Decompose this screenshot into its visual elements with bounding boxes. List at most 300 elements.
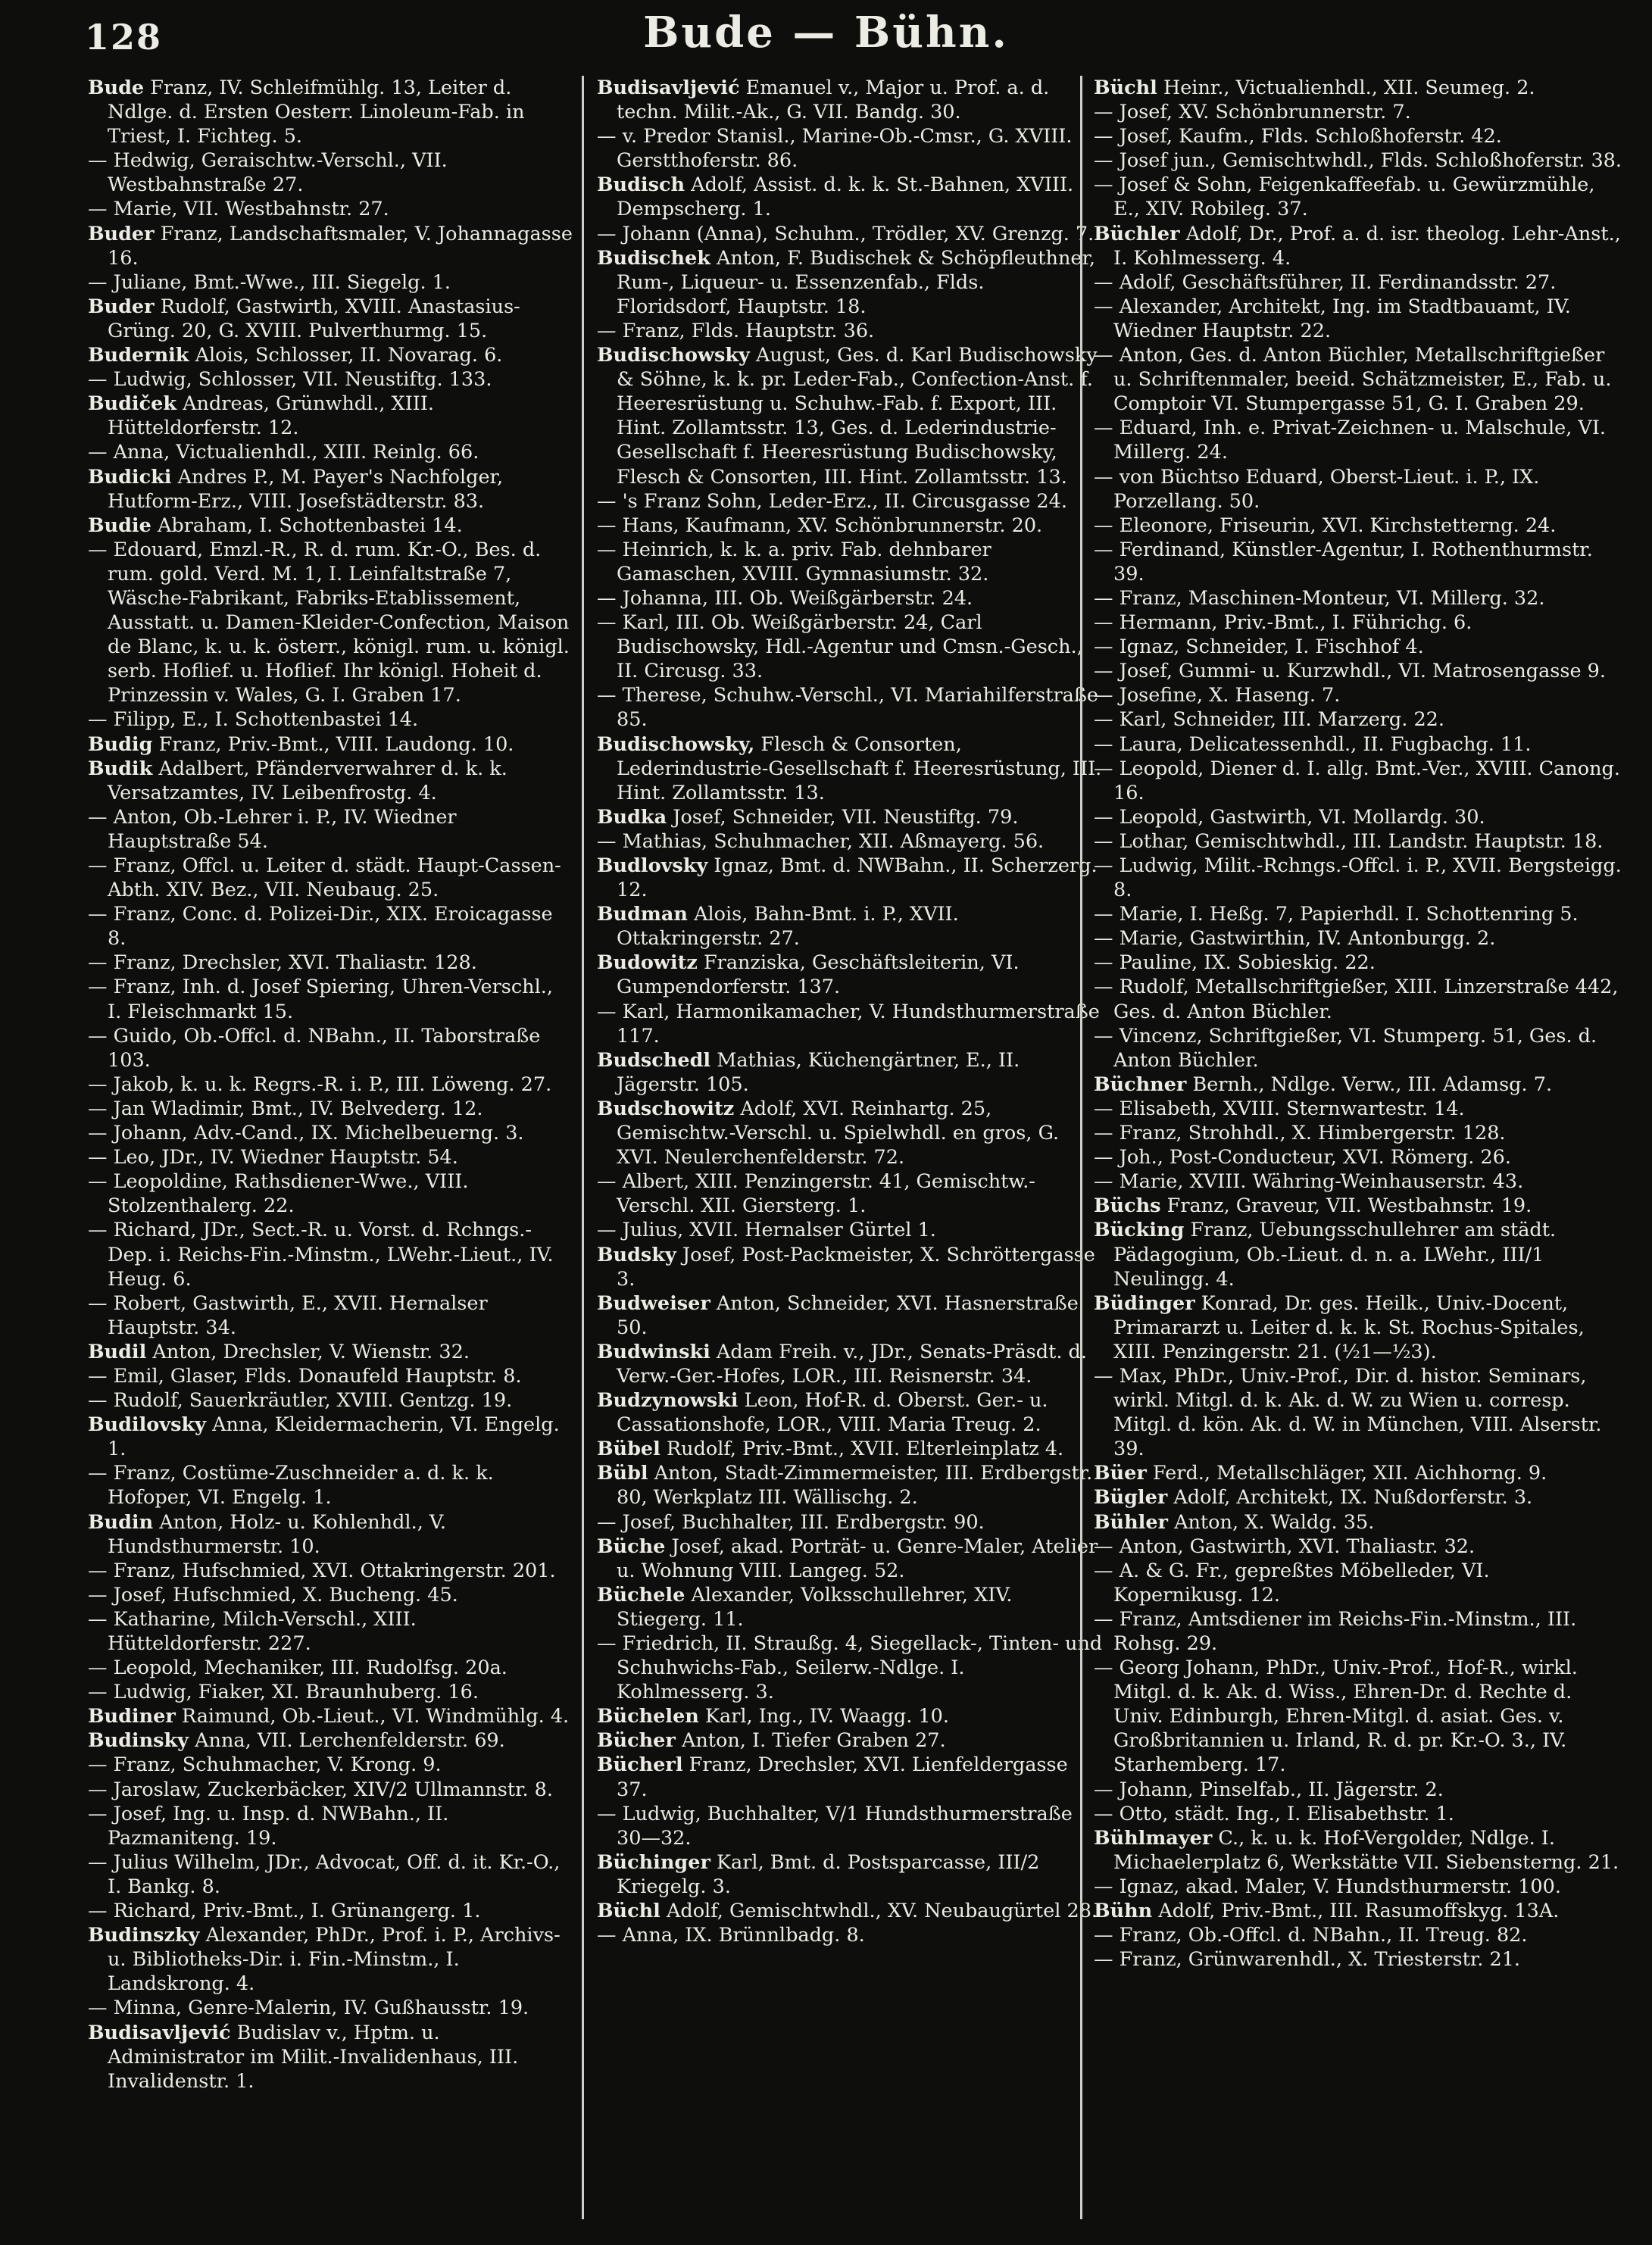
directory-entry [1094,1535,1624,1559]
entry-surname: Budil [88,1340,147,1363]
directory-entry [597,1461,1103,1510]
directory-entry [1094,124,1624,148]
directory-entry [1094,1218,1624,1291]
directory-entry [1094,854,1624,902]
directory-entry [88,343,573,367]
entry-details: — Guido, Ob.-Offcl. d. NBahn., II. Taborstraße 103. [88,1024,541,1072]
entry-details: Anton, Schneider, XVI. Hasnerstraße 50. [617,1291,1079,1339]
directory-entry [88,1607,573,1656]
directory-entry [1094,1291,1624,1364]
directory-entry [1094,1073,1624,1097]
directory-entry [597,1291,1103,1340]
directory-entry [1094,538,1624,586]
entry-details: — Lothar, Gemischtwhdl., III. Landstr. Hauptstr. 18. [1094,829,1604,853]
entry-details: — Hedwig, Geraischtw.-Verschl., VII. Westbahnstraße 27. [88,149,448,197]
directory-entry [88,197,573,221]
entry-details: — Therese, Schuhw.-Verschl., VI. Mariahilferstraße 85. [597,684,1098,732]
entry-details: — Ludwig, Schlosser, VII. Neustiftg. 133. [88,368,492,392]
directory-entry [1094,951,1624,975]
entry-details: Franziska, Geschäftsleiterin, VI. Gumpendorferstr. 137. [617,951,1020,999]
entry-surname: Büdinger [1094,1291,1195,1315]
entry-details: Alexander, PhDr., Prof. i. P., Archivs- u. Bibliotheks-Dir. i. Fin.-Minstm., I. Landskrong. 4. [108,1924,561,1996]
directory-entry [88,902,573,951]
entry-details: Mathias, Küchengärtner, E., II. Jägerstr. 105. [617,1048,1020,1096]
entry-details: — Anna, IX. Brünnlbadg. 8. [597,1924,865,1947]
entry-details: — Emil, Glaser, Flds. Donaufeld Hauptstr. 8. [88,1364,522,1388]
directory-entry [1094,222,1624,270]
entry-details: — Franz, Flds. Hauptstr. 36. [597,319,875,342]
directory-entry [597,1802,1103,1850]
directory-entry [88,1753,573,1777]
directory-entry [597,1583,1103,1631]
directory-entry [1094,1194,1624,1218]
entry-details: Raimund, Ob.-Lieut., VI. Windmühlg. 4. [181,1705,570,1728]
directory-entry [1094,805,1624,829]
entry-details: — Julius Wilhelm, JDr., Advocat, Off. d. it. Kr.-O., I. Bankg. 8. [88,1850,561,1898]
directory-entry [88,1291,573,1340]
directory-entry [597,1899,1103,1923]
directory-entry [597,1510,1103,1535]
entry-details: — Johann (Anna), Schuhm., Trödler, XV. Grenzg. 7. [597,222,1095,245]
entry-details: — Edouard, Emzl.-R., R. d. rum. Kr.-O., Bes. d. rum. gold. Verd. M. 1, I. Leinfaltstraße 7, Wäsche-Fabrikant, Fabriks-Etablissement, Ausstatt. u. Damen-Kleider-Confection, Maison de Blanc, k. u. k. österr., königl. rum. u. königl. serb. Hoflief. u. Hoflief. Ihr königl. Hoheit d. Prinzessin v. Wales, G. I. Graben 17. [88,538,570,707]
directory-entry [88,805,573,854]
entry-details: — Filipp, E., I. Schottenbastei 14. [88,708,419,732]
entry-details: — Max, PhDr., Univ.-Prof., Dir. d. histor. Seminars, wirkl. Mitgl. d. k. Ak. d. W. zu Wien u. corresp. Mitgl. d. kön. Ak. d. W. in München, VIII. Alserstr. 39. [1094,1364,1602,1461]
entry-details: — Jaroslaw, Zuckerbäcker, XIV/2 Ullmannstr. 8. [88,1778,553,1801]
entry-details: Franz, Priv.-Bmt., VIII. Laudong. 10. [158,732,514,756]
entry-surname: Büchele [597,1583,685,1606]
directory-entry [597,1048,1103,1097]
entry-details: Adalbert, Pfänderverwahrer d. k. k. Versatzamtes, IV. Leibenfrostg. 4. [108,757,507,804]
entry-surname: Budischek [597,246,710,270]
entry-details: Alexander, Volksschullehrer, XIV. Stiegerg. 11. [617,1583,1013,1631]
entry-details: Anton, Drechsler, V. Wienstr. 32. [152,1340,470,1363]
directory-entry [1094,659,1624,683]
entry-surname: Budweiser [597,1291,710,1315]
entry-details: Emanuel v., Major u. Prof. a. d. techn. Milit.-Ak., G. VII. Bandg. 30. [617,76,1050,124]
entry-surname: Büer [1094,1462,1147,1485]
directory-entry [597,586,1103,610]
entry-details: — Ludwig, Fiaker, XI. Braunhuberg. 16. [88,1681,479,1704]
directory-entry [1094,683,1624,707]
entry-details: — A. & G. Fr., gepreßtes Möbelleder, VI. Kopernikusg. 12. [1094,1559,1490,1606]
entry-details: Adolf, XVI. Reinhartg. 25, Gemischtw.-Verschl. u. Spielwhdl. en gros, G. XVI. Neulerchenfelderstr. 72. [617,1097,1060,1169]
directory-entry [597,1388,1103,1437]
directory-entry [1094,926,1624,951]
directory-entry [1094,1485,1624,1510]
directory-entry [597,1243,1103,1291]
entry-surname: Budschowitz [597,1097,735,1120]
directory-entry [88,975,573,1023]
directory-entry [1094,902,1624,926]
entry-surname: Büchelen [597,1705,699,1728]
directory-entry [597,1728,1103,1753]
entry-details: Abraham, I. Schottenbastei 14. [157,514,463,537]
directory-entry [88,707,573,732]
directory-entry [597,489,1103,514]
entry-surname: Büchl [597,1900,660,1923]
directory-entry [88,392,573,440]
directory-entry [1094,1097,1624,1121]
entry-details: — Ignaz, akad. Maler, V. Hundsthurmerstr. 100. [1094,1875,1561,1898]
directory-entry [88,2021,573,2094]
directory-entry [1094,1923,1624,1947]
entry-surname: Büchinger [597,1850,710,1874]
entry-surname: Bübl [597,1462,648,1485]
entry-details: Franz, IV. Schleifmühlg. 13, Leiter d. Ndlge. d. Ersten Oesterr. Linoleum-Fab. in Triest, I. Fichteg. 5. [108,76,525,148]
directory-entry [1094,1510,1624,1535]
entry-surname: Büchs [1094,1194,1161,1218]
entry-details: — Hans, Kaufmann, XV. Schönbrunnerstr. 20. [597,514,1043,537]
directory-entry [88,1996,573,2020]
entry-details: — Josef, XV. Schönbrunnerstr. 7. [1094,101,1411,124]
entry-surname: Budwinski [597,1340,710,1363]
entry-details: — Leopoldine, Rathsdiener-Wwe., VIII. Stolzenthalerg. 22. [88,1170,469,1218]
entry-details: — Elisabeth, XVIII. Sternwartestr. 14. [1094,1097,1465,1120]
directory-entry [88,732,573,757]
entry-details: Adam Freih. v., JDr., Senats-Präsdt. d. Verw.-Ger.-Hofes, LOR., III. Reisnerstr. 34. [617,1340,1087,1388]
entry-details: — Joh., Post-Conducteur, XVI. Römerg. 26. [1094,1146,1511,1169]
entry-details: — Ludwig, Milit.-Rchngs.-Offcl. i. P., XVII. Bergsteigg. 8. [1094,854,1622,902]
entry-details: — Franz, Conc. d. Polizei-Dir., XIX. Eroicagasse 8. [88,903,553,951]
entry-details: Heinr., Victualienhdl., XII. Seumeg. 2. [1163,76,1535,99]
directory-entry [597,1850,1103,1899]
directory-entry [1094,148,1624,173]
directory-entry [597,1169,1103,1218]
entry-details: Anton, Stadt-Zimmermeister, III. Erdbergstr. 80, Werkplatz III. Wällischg. 2. [617,1462,1093,1510]
column-2 [597,76,1103,2234]
entry-details: — Katharine, Milch-Verschl., XIII. Hütteldorferstr. 227. [88,1607,417,1655]
directory-entry [88,295,573,343]
entry-surname: Budisch [597,173,685,197]
directory-entry [597,1437,1103,1461]
entry-details: — Johanna, III. Ob. Weißgärberstr. 24. [597,586,973,610]
entry-details: — Jan Wladimir, Bmt., IV. Belvederg. 12. [88,1097,483,1120]
entry-details: — Franz, Amtsdiener im Reichs-Fin.-Minstm., III. Rohsg. 29. [1094,1607,1577,1655]
entry-details: — Robert, Gastwirth, E., XVII. Hernalser Hauptstr. 34. [88,1291,488,1339]
entry-surname: Buder [88,295,155,318]
directory-entry [88,1583,573,1607]
directory-entry [88,1097,573,1121]
directory-entry [597,76,1103,124]
entry-details: Karl, Bmt. d. Postsparcasse, III/2 Kriegelg. 3. [617,1850,1040,1898]
entry-surname: Bücherl [597,1753,683,1777]
entry-details: — Josef & Sohn, Feigenkaffeefab. u. Gewürzmühle, E., XIV. Robileg. 37. [1094,173,1595,221]
directory-entry [88,1364,573,1388]
directory-entry [88,1559,573,1583]
directory-entry [88,1704,573,1728]
directory-entry [597,1340,1103,1388]
directory-entry [597,1631,1103,1704]
entry-details: — Josef, Buchhalter, III. Erdbergstr. 90. [597,1510,985,1534]
entry-details: — Friedrich, II. Straußg. 4, Siegellack-, Tinten- und Schuhwichs-Fab., Seilerw.-Ndlge. I. Kohlmesserg. 3. [597,1632,1103,1704]
directory-entry [1094,975,1624,1023]
entry-details: Franz, Uebungsschullehrer am städt. Pädagogium, Ob.-Lieut. d. n. a. LWehr., III/1 Neulingg. 4. [1113,1219,1557,1291]
entry-surname: Budin [88,1510,154,1534]
directory-entry [88,1073,573,1097]
directory-entry [1094,514,1624,538]
entry-details: Anton, I. Tiefer Graben 27. [681,1729,946,1753]
entry-details: — Marie, XVIII. Währing-Weinhauserstr. 43. [1094,1170,1524,1194]
entry-details: Franz, Landschaftsmaler, V. Johannagasse 16. [108,222,573,270]
column-divider [1080,76,1082,2219]
entry-details: — Eleonore, Friseurin, XVI. Kirchstetterng. 24. [1094,514,1557,537]
entry-details: Anton, Holz- u. Kohlenhdl., V. Hundsthurmerstr. 10. [108,1510,446,1558]
directory-entry [1094,1145,1624,1169]
entry-details: — Marie, I. Heßg. 7, Papierhdl. I. Schottenring 5. [1094,903,1579,926]
entry-surname: Budilovsky [88,1413,206,1437]
directory-entry [88,538,573,708]
directory-entry [597,222,1103,246]
entry-details: — Josef, Gummi- u. Kurzwhdl., VI. Matrosengasse 9. [1094,660,1606,683]
directory-entry [597,1000,1103,1048]
entry-details: — Karl, III. Ob. Weißgärberstr. 24, Carl Budischowsky, Hdl.-Agentur und Cmsn.-Gesch., II. Circusg. 33. [597,611,1083,683]
entry-surname: Budie [88,514,151,537]
directory-entry [88,1388,573,1413]
entry-surname: Budisavljević [597,76,740,99]
directory-entry [88,1340,573,1364]
directory-entry [88,1145,573,1169]
entry-details: — 's Franz Sohn, Leder-Erz., II. Circusgasse 24. [597,489,1067,513]
entry-surname: Bühn [1094,1900,1153,1923]
directory-entry [88,148,573,197]
entry-details: — Franz, Offcl. u. Leiter d. städt. Haupt-Cassen-Abth. XIV. Bez., VII. Neubaug. 25. [88,854,561,902]
entry-details: Josef, akad. Porträt- u. Genre-Maler, Atelier u. Wohnung VIII. Langeg. 52. [617,1535,1098,1582]
entry-details: Konrad, Dr. ges. Heilk., Univ.-Docent, Primararzt u. Leiter d. k. k. St. Rochus-Spitales, XIII. Penzingerstr. 21. (½1—½3). [1113,1291,1585,1363]
directory-entry [597,319,1103,343]
directory-entry [1094,343,1624,416]
entry-details: — Richard, Priv.-Bmt., I. Grünangerg. 1. [88,1900,481,1923]
entry-details: — Jakob, k. u. k. Regrs.-R. i. P., III. Löweng. 27. [88,1073,552,1096]
entry-details: — Franz, Grünwarenhdl., X. Triesterstr. 21. [1094,1948,1521,1972]
directory-entry [1094,1826,1624,1875]
entry-surname: Büchler [1094,222,1180,245]
directory-entry [1094,635,1624,659]
directory-entry [1094,1656,1624,1777]
entry-details: Alois, Schlosser, II. Novarag. 6. [195,344,503,367]
entry-details: Karl, Ing., IV. Waagg. 10. [704,1705,949,1728]
entry-details: — Johann, Pinselfab., II. Jägerstr. 2. [1094,1778,1444,1801]
directory-entry [1094,1875,1624,1899]
entry-details: Adolf, Assist. d. k. k. St.-Bahnen, XVIII. Dempscherg. 1. [617,173,1074,221]
entry-details: Bernh., Ndlge. Verw., III. Adamsg. 7. [1192,1073,1553,1096]
entry-details: Budislav v., Hptm. u. Administrator im Milit.-Invalidenhaus, III. Invalidenstr. 1. [108,2021,519,2093]
directory-entry [597,902,1103,951]
directory-entry [1094,610,1624,635]
directory-entry [1094,1947,1624,1972]
entry-surname: Bude [88,76,145,99]
directory-entry [597,343,1103,489]
entry-details: — Adolf, Geschäftsführer, II. Ferdinandsstr. 27. [1094,270,1557,294]
directory-entry [1094,76,1624,100]
entry-details: — Karl, Schneider, III. Marzerg. 22. [1094,708,1445,732]
directory-entry [88,465,573,514]
entry-surname: Budig [88,732,153,756]
entry-details: Anton, F. Budischek & Schöpfleuthner, Rum-, Liqueur- u. Essenzenfab., Flds. Floridsdorf, Hauptstr. 18. [617,246,1095,318]
directory-entry [1094,1778,1624,1802]
directory-entry [597,1535,1103,1583]
entry-details: — Ferdinand, Künstler-Agentur, I. Rothenthurmstr. 39. [1094,538,1593,585]
entry-surname: Bübel [597,1438,660,1461]
entry-surname: Budinszky [88,1924,200,1947]
entry-details: — Johann, Adv.-Cand., IX. Michelbeuerng. 3. [88,1122,524,1145]
column-3 [1094,76,1624,2234]
directory-entry [1094,1607,1624,1656]
directory-entry [597,1923,1103,1947]
directory-entry [1094,270,1624,295]
entry-details: Josef, Schneider, VII. Neustiftg. 79. [673,805,1019,829]
entry-surname: Budlovsky [597,854,708,877]
directory-entry [88,1413,573,1461]
directory-entry [1094,732,1624,757]
directory-entry [1094,1024,1624,1073]
directory-entry [88,514,573,538]
entry-details: — Franz, Schuhmacher, V. Krong. 9. [88,1753,442,1777]
entry-details: Andres P., M. Payer's Nachfolger, Hutform-Erz., VIII. Josefstädterstr. 83. [108,465,504,513]
entry-details: — Leopold, Gastwirth, VI. Mollardg. 30. [1094,805,1485,829]
directory-entry [1094,829,1624,854]
entry-details: Alois, Bahn-Bmt. i. P., XVII. Ottakringerstr. 27. [617,903,959,951]
entry-surname: Budisavljević [88,2021,231,2044]
column-1 [88,76,573,2234]
entry-details: — Franz, Inh. d. Josef Spiering, Uhren-Verschl., I. Fleischmarkt 15. [88,976,553,1023]
directory-entry [88,440,573,464]
entry-surname: Bühler [1094,1510,1168,1534]
directory-entry [88,270,573,295]
entry-details: — Hermann, Priv.-Bmt., I. Führichg. 6. [1094,611,1472,635]
directory-entry [88,222,573,270]
directory-entry [1094,1169,1624,1194]
entry-details: — v. Predor Stanisl., Marine-Ob.-Cmsr., G. XVIII. Gerstthoferstr. 86. [597,125,1073,173]
directory-entry [597,124,1103,173]
directory-entry [88,1656,573,1680]
directory-entry [88,1169,573,1218]
directory-entry [597,246,1103,319]
directory-entry [597,854,1103,902]
directory-entry [88,757,573,805]
directory-entry [597,683,1103,732]
directory-entry [597,514,1103,538]
entry-surname: Budischowsky [597,344,750,367]
entry-details: — Ludwig, Buchhalter, V/1 Hundsthurmerstraße 30—32. [597,1802,1073,1850]
entry-surname: Büchner [1094,1073,1187,1096]
entry-details: — Josef, Hufschmied, X. Bucheng. 45. [88,1583,458,1606]
entry-details: — Marie, Gastwirthin, IV. Antonburgg. 2. [1094,927,1496,951]
entry-details: — Marie, VII. Westbahnstr. 27. [88,198,389,221]
entry-surname: Budiček [88,392,177,416]
entry-details: — Pauline, IX. Sobieskig. 22. [1094,951,1376,975]
entry-details: — Josefine, X. Haseng. 7. [1094,684,1341,707]
entry-details: — von Büchtso Eduard, Oberst-Lieut. i. P., IX. Porzellang. 50. [1094,465,1540,513]
directory-entry [1094,416,1624,464]
directory-entry [1094,757,1624,805]
entry-details: — Otto, städt. Ing., I. Elisabethstr. 1. [1094,1802,1454,1825]
entry-details: C., k. u. k. Hof-Vergolder, Ndlge. I. Michaelerplatz 6, Werkstätte VII. Siebensterng. 21. [1113,1826,1619,1874]
directory-entry [88,1778,573,1802]
directory-entry [597,1218,1103,1242]
entry-details: Leon, Hof-R. d. Oberst. Ger.- u. Cassationshofe, LOR., VIII. Maria Treug. 2. [617,1389,1048,1437]
entry-details: Anton, X. Waldg. 35. [1174,1510,1375,1534]
entry-surname: Bücking [1094,1219,1185,1242]
entry-surname: Budischowsky, [597,732,755,756]
entry-details: Ferd., Metallschläger, XII. Aichhorng. 9. [1152,1462,1547,1485]
entry-details: Andreas, Grünwhdl., XIII. Hütteldorferstr. 12. [108,392,435,440]
entry-details: Franz, Graveur, VII. Westbahnstr. 19. [1166,1194,1532,1218]
entry-details: Flesch & Consorten, Lederindustrie-Gesellschaft f. Heeresrüstung, III. Hint. Zollamtsstr. 13. [617,732,1102,804]
entry-details: — Juliane, Bmt.-Wwe., III. Siegelg. 1. [88,270,451,294]
entry-details: — Anton, Gastwirth, XVI. Thaliastr. 32. [1094,1535,1476,1558]
entry-details: — Laura, Delicatessenhdl., II. Fugbachg. 11. [1094,732,1532,756]
directory-entry [88,1923,573,1996]
entry-details: Franz, Drechsler, XVI. Lienfeldergasse 37. [617,1753,1068,1801]
entry-details: — Albert, XIII. Penzingerstr. 41, Gemischtw.-Verschl. XII. Giersterg. 1. [597,1170,1035,1218]
entry-details: Adolf, Dr., Prof. a. d. isr. theolog. Lehr-Anst., I. Kohlmesserg. 4. [1113,222,1621,270]
entry-surname: Budman [597,903,688,926]
entry-details: Adolf, Gemischtwhdl., XV. Neubaugürtel 28. [666,1900,1098,1923]
directory-entry [1094,295,1624,343]
entry-details: Adolf, Architekt, IX. Nußdorferstr. 3. [1173,1486,1533,1510]
directory-entry [88,76,573,148]
entry-details: — Anton, Ob.-Lehrer i. P., IV. Wiedner Hauptstraße 54. [88,805,457,853]
directory-entry [88,1510,573,1559]
entry-details: — Leopold, Mechaniker, III. Rudolfsg. 20a. [88,1656,507,1680]
entry-details: — Franz, Costüme-Zuschneider a. d. k. k. Hofoper, VI. Engelg. 1. [88,1462,494,1510]
directory-entry [597,1704,1103,1728]
directory-entry [88,1728,573,1753]
entry-details: — Richard, JDr., Sect.-R. u. Vorst. d. Rchngs.-Dep. i. Reichs-Fin.-Minstm., LWehr.-Lieut., IV. Heug. 6. [88,1219,554,1291]
entry-details: — Josef jun., Gemischtwhdl., Flds. Schloßhoferstr. 38. [1094,149,1622,173]
entry-details: — Franz, Drechsler, XVI. Thaliastr. 128. [88,951,477,975]
entry-details: Anna, Kleidermacherin, VI. Engelg. 1. [108,1413,560,1461]
entry-surname: Budowitz [597,951,698,975]
directory-entry [597,538,1103,586]
directory-entry [597,951,1103,999]
directory-entry [597,805,1103,829]
entry-details: — Leopold, Diener d. I. allg. Bmt.-Ver., XVIII. Canong. 16. [1094,757,1620,804]
directory-entry [597,829,1103,854]
entry-surname: Budicki [88,465,172,489]
directory-entry [597,732,1103,805]
directory-entry [1094,1802,1624,1826]
entry-details: — Rudolf, Sauerkräutler, XVIII. Gentzg. 19. [88,1389,513,1413]
directory-entry [597,173,1103,221]
entry-details: — Alexander, Architekt, Ing. im Stadtbauamt, IV. Wiedner Hauptstr. 22. [1094,295,1571,342]
directory-entry [1094,1899,1624,1923]
entry-details: — Franz, Maschinen-Monteur, VI. Millerg. 32. [1094,586,1545,610]
directory-entry [88,1121,573,1145]
entry-surname: Budsky [597,1243,676,1266]
entry-surname: Budschedl [597,1048,711,1072]
entry-details: — Julius, XVII. Hernalser Gürtel 1. [597,1219,936,1242]
entry-details: — Franz, Hufschmied, XVI. Ottakringerstr. 201. [88,1559,556,1582]
entry-details: Rudolf, Gastwirth, XVIII. Anastasius-Grüng. 20, G. XVIII. Pulverthurmg. 15. [108,295,520,342]
entry-surname: Bücher [597,1729,676,1753]
entry-details: Adolf, Priv.-Bmt., III. Rasumoffskyg. 13A. [1158,1900,1560,1923]
running-head: Bude — Bühn. [643,8,1009,58]
directory-entry [597,1753,1103,1801]
directory-entry [88,1850,573,1899]
entry-surname: Büche [597,1535,666,1558]
directory-entry [1094,465,1624,514]
entry-surname: Bügler [1094,1486,1168,1510]
directory-entry [88,1899,573,1923]
directory-entry [1094,1559,1624,1607]
entry-surname: Bühlmayer [1094,1826,1213,1850]
directory-entry [88,1680,573,1704]
directory-entry [88,854,573,902]
directory-entry [597,1097,1103,1169]
directory-entry [1094,173,1624,221]
